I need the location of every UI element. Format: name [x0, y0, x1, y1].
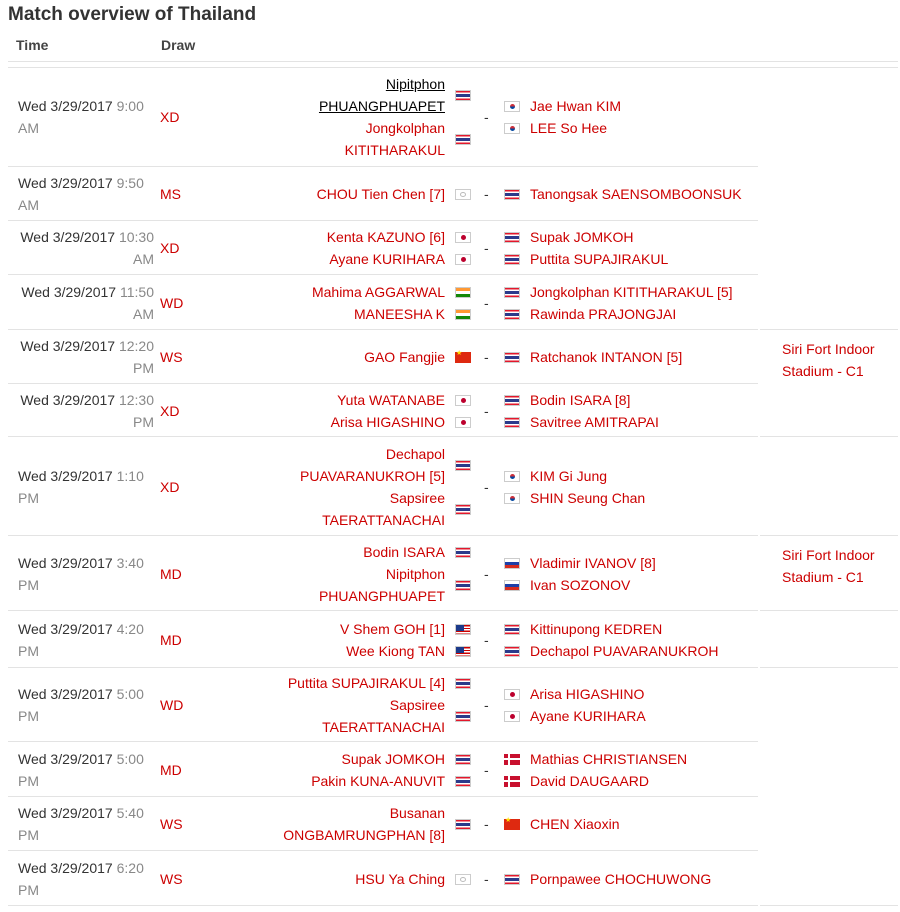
- player-name[interactable]: [530, 346, 682, 368]
- versus-dash: -: [484, 566, 489, 582]
- denmark-flag-icon: [504, 754, 520, 765]
- match-row: [8, 67, 758, 167]
- japan-flag-icon: [504, 689, 520, 700]
- player-name[interactable]: [530, 618, 662, 640]
- versus-dash: -: [484, 871, 489, 887]
- court-name[interactable]: Siri Fort Indoor Stadium - C1: [782, 341, 875, 379]
- match-date: Wed 3/29/2017: [20, 338, 116, 354]
- player-name[interactable]: [530, 303, 676, 325]
- match-row: [8, 167, 758, 221]
- match-row: [8, 384, 758, 437]
- player-name-part[interactable]: PHUANGPHUAPET: [318, 98, 445, 114]
- team-1: [195, 226, 445, 270]
- player-name-part[interactable]: Busanan: [389, 805, 445, 821]
- chinese-taipei-flag-icon: [455, 189, 471, 200]
- player-name-part[interactable]: MANEESHA K: [353, 306, 445, 322]
- opponent-name[interactable]: Dechapol PUAVARANUKROH: [530, 643, 719, 659]
- column-header-time: Time: [16, 37, 49, 53]
- match-row: [8, 668, 758, 742]
- match-date: Wed 3/29/2017: [20, 229, 116, 245]
- thailand-flag-icon: [455, 547, 471, 558]
- match-clock: 5:40 PM: [18, 805, 144, 843]
- player-name[interactable]: [530, 248, 668, 270]
- thailand-flag-icon: [455, 776, 471, 787]
- opponent-name[interactable]: KIM Gi Jung: [530, 468, 608, 484]
- japan-flag-icon: [504, 711, 520, 722]
- opponent-name[interactable]: Kittinupong KEDREN: [530, 621, 663, 637]
- match-row: [8, 330, 758, 384]
- match-time: [8, 281, 154, 325]
- match-clock: 12:20 PM: [118, 338, 154, 376]
- versus-dash: -: [484, 479, 489, 495]
- opponent-name[interactable]: Puttita SUPAJIRAKUL: [530, 251, 669, 267]
- player-name-part[interactable]: Nipitphon: [385, 566, 445, 582]
- korea-flag-icon: [504, 123, 520, 134]
- opponent-name[interactable]: Jae Hwan KIM: [530, 98, 622, 114]
- opponent-name[interactable]: Arisa HIGASHINO: [530, 686, 645, 702]
- draw-code[interactable]: MS: [160, 186, 181, 202]
- thailand-flag-icon: [504, 287, 520, 298]
- match-date: Wed 3/29/2017: [18, 805, 113, 821]
- match-date: Wed 3/29/2017: [18, 686, 113, 702]
- player-name[interactable]: [530, 640, 719, 662]
- opponent-name[interactable]: Pornpawee CHOCHUWONG: [530, 871, 712, 887]
- opponent-name[interactable]: CHEN Xiaoxin: [530, 816, 620, 832]
- match-row: [8, 275, 758, 330]
- player-name-part[interactable]: PUAVARANUKROH [5]: [300, 468, 445, 484]
- match-time: [18, 552, 156, 596]
- thailand-flag-icon: [455, 678, 471, 689]
- opponent-name[interactable]: Bodin ISARA [8]: [530, 392, 631, 408]
- team-1: [195, 802, 445, 846]
- match-date: Wed 3/29/2017: [18, 98, 113, 114]
- japan-flag-icon: [455, 417, 471, 428]
- match-time: [18, 618, 156, 662]
- team-1: [195, 443, 445, 531]
- player-name-part[interactable]: Jongkolphan: [365, 120, 445, 136]
- china-flag-icon: [455, 352, 471, 363]
- thailand-flag-icon: [504, 352, 520, 363]
- player-name-part[interactable]: GAO Fangjie: [364, 349, 445, 365]
- opponent-name[interactable]: Savitree AMITRAPAI: [530, 414, 659, 430]
- player-name-part[interactable]: Pakin KUNA-ANUVIT: [311, 773, 445, 789]
- chinese-taipei-flag-icon: [455, 874, 471, 885]
- thailand-flag-icon: [455, 90, 471, 101]
- player-name-part[interactable]: HSU Ya Ching: [355, 871, 445, 887]
- team-1: [195, 389, 445, 433]
- versus-dash: -: [484, 403, 489, 419]
- player-name[interactable]: [530, 705, 646, 727]
- opponent-name[interactable]: Ratchanok INTANON [5]: [530, 349, 683, 365]
- team-1: [195, 183, 445, 205]
- match-clock: 10:30 AM: [118, 229, 154, 267]
- korea-flag-icon: [504, 471, 520, 482]
- player-name[interactable]: [530, 868, 711, 890]
- player-name-part[interactable]: Dechapol: [385, 446, 445, 462]
- thailand-flag-icon: [504, 417, 520, 428]
- match-clock: 12:30 PM: [118, 392, 154, 430]
- team-1: [195, 618, 445, 662]
- korea-flag-icon: [504, 493, 520, 504]
- japan-flag-icon: [455, 254, 471, 265]
- player-name-part[interactable]: Mahima AGGARWAL: [311, 284, 445, 300]
- draw-code[interactable]: WS: [160, 816, 183, 832]
- thailand-flag-icon: [455, 580, 471, 591]
- thailand-flag-icon: [455, 504, 471, 515]
- opponent-name[interactable]: Supak JOMKOH: [530, 229, 634, 245]
- court-cell: [760, 668, 898, 906]
- player-name[interactable]: [530, 117, 607, 139]
- thailand-flag-icon: [455, 460, 471, 471]
- player-name[interactable]: [530, 748, 687, 770]
- opponent-name[interactable]: Rawinda PRAJONGJAI: [530, 306, 677, 322]
- player-name[interactable]: [530, 552, 656, 574]
- opponent-name[interactable]: Tanongsak SAENSOMBOONSUK: [530, 186, 742, 202]
- match-date: Wed 3/29/2017: [18, 468, 113, 484]
- match-time: [18, 857, 156, 901]
- column-header-draw: Draw: [161, 37, 196, 53]
- korea-flag-icon: [504, 101, 520, 112]
- match-date: Wed 3/29/2017: [21, 284, 117, 300]
- versus-dash: -: [484, 697, 489, 713]
- player-name-part[interactable]: ONGBAMRUNGPHAN [8]: [283, 827, 445, 843]
- court-cell: [760, 536, 898, 611]
- japan-flag-icon: [455, 395, 471, 406]
- player-name-part[interactable]: Yuta WATANABE: [337, 392, 445, 408]
- player-name-part[interactable]: TAERATTANACHAI: [322, 719, 445, 735]
- draw-code[interactable]: XD: [160, 109, 180, 125]
- player-name-part[interactable]: Wee Kiong TAN: [346, 643, 445, 659]
- match-clock: 5:00 PM: [18, 751, 144, 789]
- team-1: [195, 346, 445, 368]
- match-time: [18, 172, 156, 216]
- thailand-flag-icon: [504, 232, 520, 243]
- draw-code[interactable]: WD: [160, 295, 184, 311]
- player-name[interactable]: [530, 281, 733, 303]
- opponent-name[interactable]: SHIN Seung Chan: [530, 490, 646, 506]
- court-cell: [760, 611, 898, 668]
- draw-code[interactable]: WS: [160, 871, 183, 887]
- opponent-name[interactable]: LEE So Hee: [530, 120, 608, 136]
- opponent-name[interactable]: Ayane KURIHARA: [530, 708, 646, 724]
- player-name[interactable]: [530, 465, 607, 487]
- player-name[interactable]: [530, 487, 645, 509]
- match-row: [8, 851, 758, 906]
- player-name[interactable]: [530, 813, 619, 835]
- match-row: [8, 437, 758, 536]
- player-name[interactable]: [530, 770, 649, 792]
- draw-code[interactable]: WS: [160, 349, 183, 365]
- player-name-part[interactable]: Bodin ISARA: [363, 544, 445, 560]
- versus-dash: -: [484, 186, 489, 202]
- match-time: [8, 335, 154, 379]
- versus-dash: -: [484, 240, 489, 256]
- versus-dash: -: [484, 762, 489, 778]
- match-time: [8, 226, 154, 270]
- india-flag-icon: [455, 287, 471, 298]
- thailand-flag-icon: [455, 754, 471, 765]
- opponent-name[interactable]: Ivan SOZONOV: [530, 577, 631, 593]
- match-clock: 6:20 PM: [18, 860, 144, 898]
- opponent-name[interactable]: David DAUGAARD: [530, 773, 650, 789]
- match-time: [8, 389, 154, 433]
- draw-code[interactable]: MD: [160, 566, 182, 582]
- versus-dash: -: [484, 632, 489, 648]
- malaysia-flag-icon: [455, 624, 471, 635]
- player-name-part[interactable]: Sapsiree: [389, 490, 445, 506]
- team-1: [195, 281, 445, 325]
- versus-dash: -: [484, 109, 489, 125]
- player-name[interactable]: [530, 574, 630, 596]
- player-name[interactable]: [530, 226, 633, 248]
- thailand-flag-icon: [504, 874, 520, 885]
- opponent-name[interactable]: Jongkolphan KITITHARAKUL [5]: [530, 284, 733, 300]
- player-name-part[interactable]: Nipitphon: [385, 76, 445, 92]
- thailand-flag-icon: [504, 189, 520, 200]
- player-name-part[interactable]: Sapsiree: [389, 697, 445, 713]
- player-name-part[interactable]: Supak JOMKOH: [341, 751, 445, 767]
- match-clock: 1:10 PM: [18, 468, 144, 506]
- match-date: Wed 3/29/2017: [18, 555, 113, 571]
- player-name-part[interactable]: Kenta KAZUNO [6]: [326, 229, 445, 245]
- match-clock: 3:40 PM: [18, 555, 144, 593]
- page-title: Match overview of Thailand: [8, 4, 257, 25]
- court-cell: [760, 330, 898, 437]
- player-name-part[interactable]: V Shem GOH [1]: [339, 621, 445, 637]
- team-1: [195, 868, 445, 890]
- china-flag-icon: [504, 819, 520, 830]
- team-1: [195, 672, 445, 738]
- japan-flag-icon: [455, 232, 471, 243]
- opponent-name[interactable]: Vladimir IVANOV [8]: [530, 555, 656, 571]
- draw-code[interactable]: XD: [160, 240, 180, 256]
- player-name-part[interactable]: KITITHARAKUL: [344, 142, 445, 158]
- draw-code[interactable]: XD: [160, 479, 180, 495]
- match-time: [18, 802, 156, 846]
- thailand-flag-icon: [504, 624, 520, 635]
- match-row: [8, 797, 758, 851]
- match-time: [18, 465, 156, 509]
- player-name-part[interactable]: Ayane KURIHARA: [329, 251, 445, 267]
- player-name-part[interactable]: Puttita SUPAJIRAKUL [4]: [287, 675, 445, 691]
- opponent-name[interactable]: Mathias CHRISTIANSEN: [530, 751, 688, 767]
- draw-code[interactable]: MD: [160, 632, 182, 648]
- india-flag-icon: [455, 309, 471, 320]
- match-row: [8, 221, 758, 275]
- match-date: Wed 3/29/2017: [18, 751, 113, 767]
- match-date: Wed 3/29/2017: [18, 621, 113, 637]
- player-name-part[interactable]: Arisa HIGASHINO: [330, 414, 445, 430]
- player-name[interactable]: [530, 95, 621, 117]
- match-time: [18, 748, 156, 792]
- thailand-flag-icon: [504, 395, 520, 406]
- match-time: [18, 683, 156, 727]
- player-name-part[interactable]: TAERATTANACHAI: [322, 512, 445, 528]
- match-time: [18, 95, 156, 139]
- match-row: [8, 611, 758, 668]
- team-1: [195, 541, 445, 607]
- match-date: Wed 3/29/2017: [20, 392, 116, 408]
- player-name[interactable]: [530, 183, 742, 205]
- player-name[interactable]: [530, 683, 644, 705]
- thailand-flag-icon: [455, 134, 471, 145]
- court-cell: [760, 67, 898, 330]
- malaysia-flag-icon: [455, 646, 471, 657]
- thailand-flag-icon: [455, 819, 471, 830]
- player-name-part[interactable]: PHUANGPHUAPET: [318, 588, 445, 604]
- draw-code[interactable]: MD: [160, 762, 182, 778]
- thailand-flag-icon: [455, 711, 471, 722]
- draw-code[interactable]: XD: [160, 403, 180, 419]
- match-clock: 9:00 AM: [18, 98, 144, 136]
- denmark-flag-icon: [504, 776, 520, 787]
- thailand-flag-icon: [504, 646, 520, 657]
- court-cell: [760, 437, 898, 536]
- match-row: [8, 742, 758, 797]
- versus-dash: -: [484, 349, 489, 365]
- player-name-part[interactable]: CHOU Tien Chen [7]: [316, 186, 445, 202]
- thailand-flag-icon: [504, 254, 520, 265]
- match-clock: 9:50 AM: [18, 175, 144, 213]
- match-date: Wed 3/29/2017: [18, 175, 113, 191]
- russia-flag-icon: [504, 558, 520, 569]
- team-1: [195, 73, 445, 161]
- player-name[interactable]: [530, 411, 659, 433]
- draw-code[interactable]: WD: [160, 697, 184, 713]
- versus-dash: -: [484, 816, 489, 832]
- match-row: [8, 536, 758, 611]
- match-clock: 11:50 AM: [120, 284, 154, 322]
- player-name[interactable]: [530, 389, 630, 411]
- match-clock: 5:00 PM: [18, 686, 144, 724]
- match-date: Wed 3/29/2017: [18, 860, 113, 876]
- russia-flag-icon: [504, 580, 520, 591]
- match-clock: 4:20 PM: [18, 621, 144, 659]
- court-name[interactable]: Siri Fort Indoor Stadium - C1: [782, 547, 875, 585]
- versus-dash: -: [484, 295, 489, 311]
- team-1: [195, 748, 445, 792]
- thailand-flag-icon: [504, 309, 520, 320]
